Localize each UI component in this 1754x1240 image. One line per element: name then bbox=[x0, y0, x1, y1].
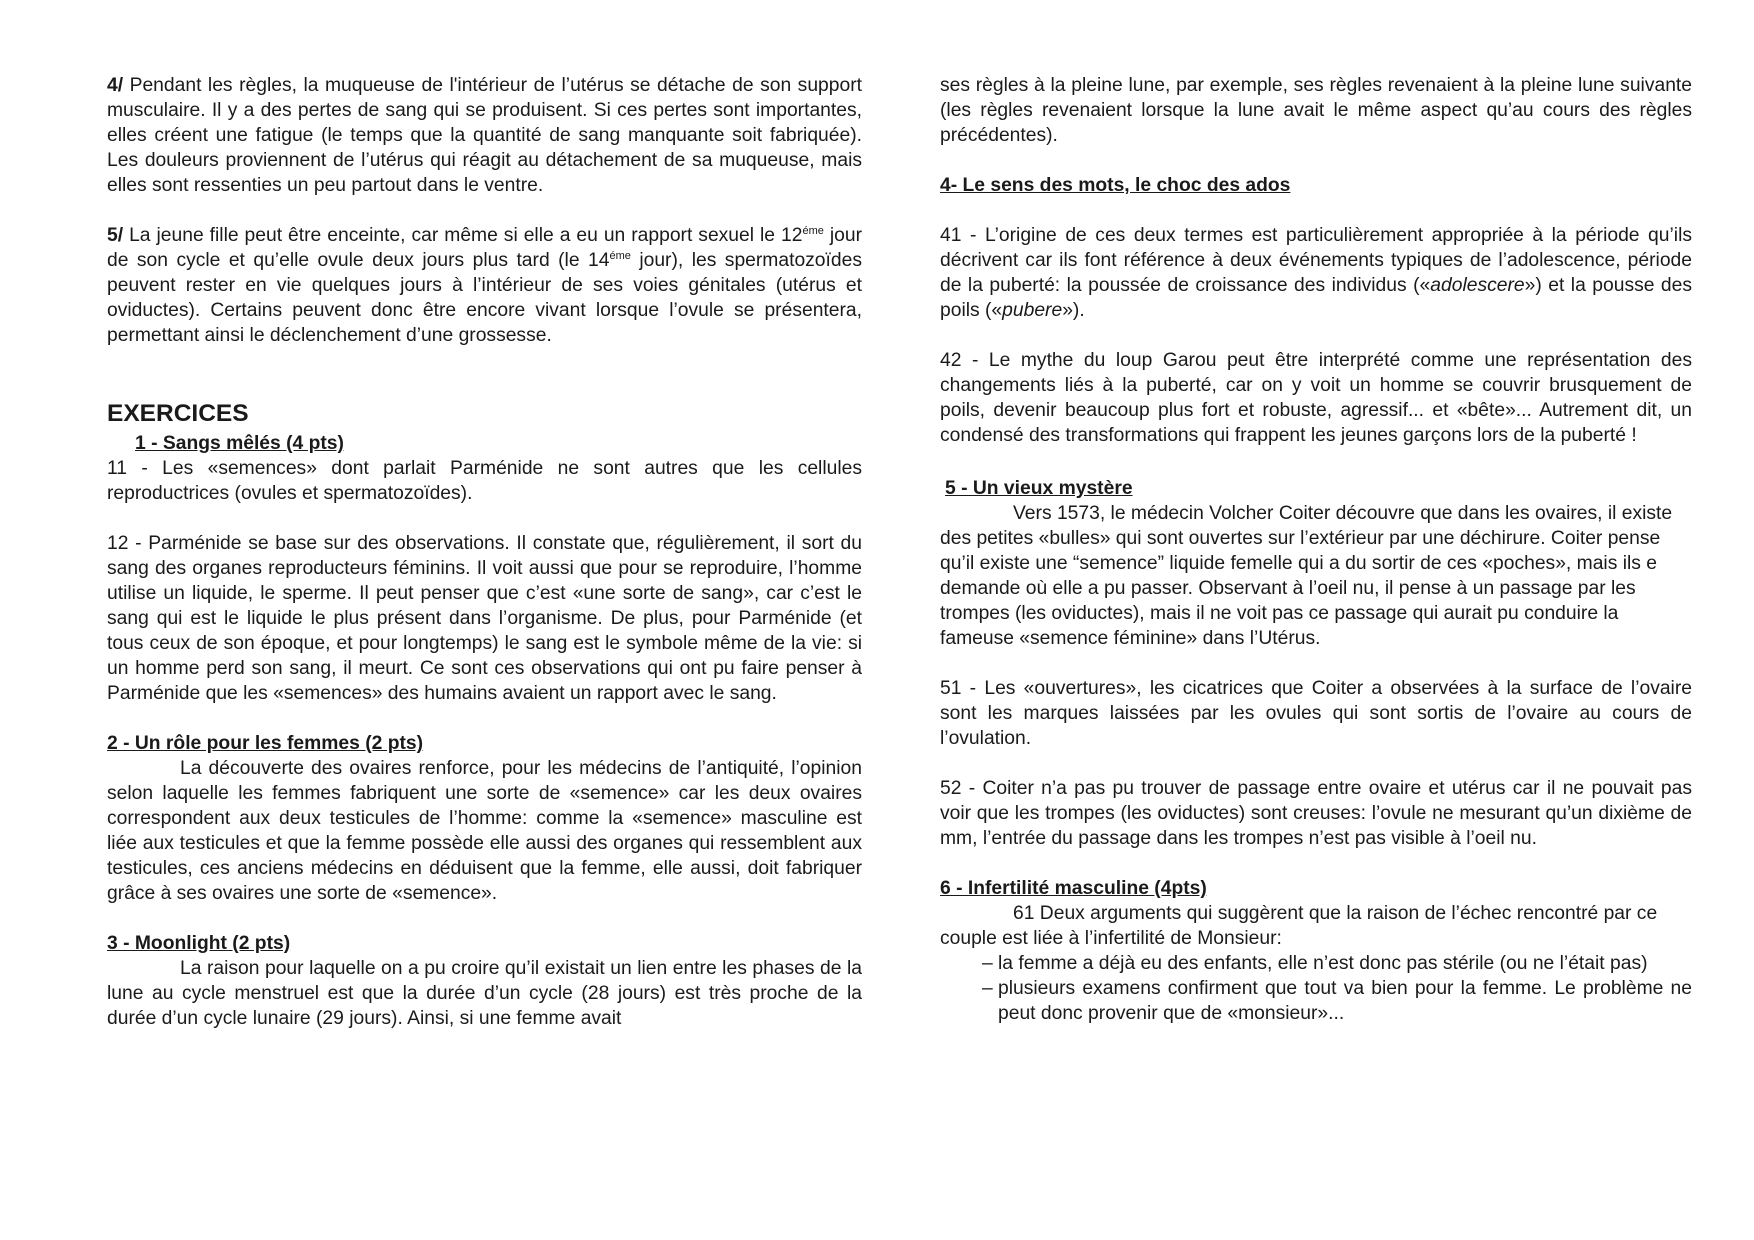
left-column bbox=[107, 73, 862, 1031]
answer-text: ») et la pousse des poils (« bbox=[940, 275, 1693, 321]
section-3-continued: ses règles à la pleine lune, par exemple, ses règles revenaient à la pleine lune suivante (les règles revenaient lorsque la lune avait le même aspect qu’au cours des règles précédentes). bbox=[940, 75, 1692, 146]
answer-text: jour), les spermatozoïdes peuvent rester en vie quelques jours à l’intérieur de ses voies génitales (utérus et oviductes). Certains peuvent donc être encore vivant lorsque l’ovule se présentera, permettant ainsi le déclenchement d’une grossesse. bbox=[107, 250, 862, 346]
superscript: éme bbox=[609, 250, 631, 262]
latin-term: adolescere bbox=[1430, 275, 1525, 296]
answer-text: La jeune fille peut être enceinte, car même si elle a eu un rapport sexuel le 12 bbox=[123, 225, 803, 246]
superscript: éme bbox=[802, 225, 824, 237]
argument-list bbox=[940, 951, 1692, 1026]
latin-term: pubere bbox=[1002, 300, 1063, 321]
section-1-title: 1 - Sangs mêlés (4 pts) bbox=[135, 433, 344, 454]
section-6-title: 6 - Infertilité masculine (4pts) bbox=[940, 878, 1207, 899]
answer-text: jour de son cycle et qu’elle ovule deux jours plus tard (le 14 bbox=[107, 225, 862, 271]
answer-text: »). bbox=[1062, 300, 1085, 321]
answer-12: 12 - Parménide se base sur des observations. Il constate que, régulièrement, il sort du sang des organes reproducteurs féminins. Il voit aussi que pour se reproduire, l’homme utilise un liquide, le sperme. Il peut penser que c’est «une sorte de sang», car c’est le sang qui est le liquide le plus présent dans l’organisme. De plus, pour Parménide (et tous ceux de son époque, et pour longtemps) le sang est le symbole même de la vie: si un homme perd son sang, il meurt. Ce sont ces observations qui ont pu faire penser à Parménide que les «semences» des humains avaient un rapport avec le sang. bbox=[107, 533, 862, 704]
answer-41 bbox=[940, 223, 1692, 323]
list-item: – la femme a déjà eu des enfants, elle n’est donc pas stérile (ou ne l’était pas) bbox=[984, 951, 1692, 976]
answer-11: 11 - Les «semences» dont parlait Parménide ne sont autres que les cellules reproductrices (ovules et spermatozoïdes). bbox=[107, 458, 862, 504]
answer-number: 5/ bbox=[107, 225, 124, 246]
answer-text: Pendant les règles, la muqueuse de l'intérieur de l’utérus se détache de son support musculaire. Il y a des pertes de sang qui se produisent. Si ces pertes sont importantes, elles créent une fatigue (le temps que la quantité de sang manquante soit fabriquée). Les douleurs proviennent de l’utérus qui réagit au détachement de sa muqueuse, mais elles sont ressenties un peu partout dans le ventre. bbox=[107, 75, 862, 196]
section-5-title: 5 - Un vieux mystère bbox=[945, 478, 1133, 499]
answer-52: 52 - Coiter n’a pas pu trouver de passage entre ovaire et utérus car il ne pouvait pas voir que les trompes (les oviductes) sont creuses: l’ovule ne mesurant qu’un dixième de mm, l’entrée du passage dans les trompes n’est pas visible à l’oeil nu. bbox=[940, 778, 1692, 849]
answer-4 bbox=[107, 73, 862, 198]
section-5-intro: Vers 1573, le médecin Volcher Coiter découvre que dans les ovaires, il existe des petites «bulles» qui sont ouvertes sur l’extérieur par une déchirure. Coiter pense qu’il existe une “semence” liquide femelle qui a du sortir de ces «poches», mais ils e demande où elle a pu passer. Observant à l’oeil nu, il pense à un passage par les trompes (les oviductes), mais il ne voit pas ce passage qui aurait pu conduire la fameuse «semence féminine» dans l’Utérus. bbox=[940, 503, 1673, 649]
answer-5 bbox=[107, 223, 862, 348]
section-3-title: 3 - Moonlight (2 pts) bbox=[107, 933, 291, 954]
list-item: – plusieurs examens confirment que tout va bien pour la femme. Le problème ne peut donc provenir que de «monsieur»... bbox=[984, 976, 1692, 1026]
answer-51: 51 - Les «ouvertures», les cicatrices que Coiter a observées à la surface de l’ovaire sont les marques laissées par les ovules qui sont sortis de l’ovaire au cours de l’ovulation. bbox=[940, 678, 1692, 749]
section-2-title: 2 - Un rôle pour les femmes (2 pts) bbox=[107, 733, 424, 754]
section-6-intro: 61 Deux arguments qui suggèrent que la raison de l’échec rencontré par ce couple est liée à l’infertilité de Monsieur: bbox=[940, 903, 1658, 949]
section-2-text: La découverte des ovaires renforce, pour les médecins de l’antiquité, l’opinion selon laquelle les femmes fabriquent une sorte de «semence» car les deux ovaires correspondent aux deux testicules de l’homme: comme la «semence» masculine est liée aux testicules et que la femme possède elle aussi des organes qui ressemblent aux testicules, ces anciens médecins en déduisent que la femme, elle aussi, doit fabriquer grâce à ses ovaires une sorte de «semence». bbox=[107, 758, 862, 904]
answer-text: 41 - L’origine de ces deux termes est particulièrement appropriée à la période qu’ils décrivent car ils font référence à deux événements typiques de l’adolescence, période de la puberté: la poussée de croissance des individus (« bbox=[940, 225, 1692, 296]
section-3-text: La raison pour laquelle on a pu croire qu’il existait un lien entre les phases de la lune au cycle menstruel est que la durée d’un cycle (28 jours) est très proche de la durée d’un cycle lunaire (29 jours). Ainsi, si une femme avait bbox=[107, 958, 862, 1029]
exercices-heading: EXERCICES bbox=[107, 400, 249, 427]
right-column bbox=[940, 73, 1692, 1026]
answer-42: 42 - Le mythe du loup Garou peut être interprété comme une représentation des changements liés à la puberté, car on y voit un homme se couvrir brusquement de poils, devenir beaucoup plus fort et robuste, agressif... et «bête»... Autrement dit, un condensé des transformations qui frappent les jeunes garçons lors de la puberté ! bbox=[940, 350, 1692, 446]
section-4-title: 4- Le sens des mots, le choc des ados bbox=[940, 175, 1291, 196]
answer-number: 4/ bbox=[107, 75, 124, 96]
